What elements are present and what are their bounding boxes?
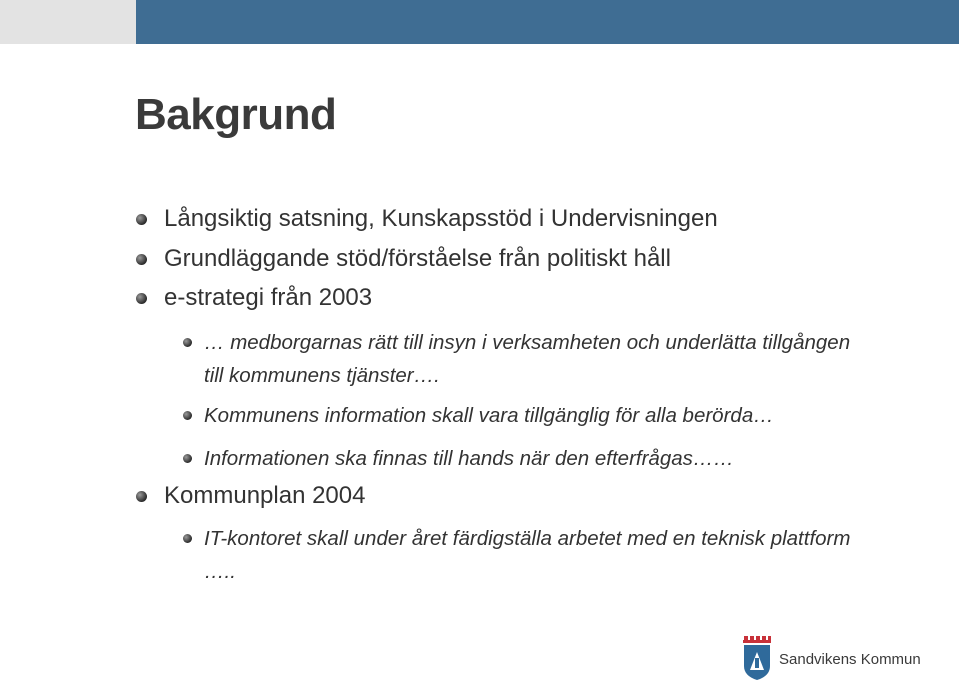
header-bar-accent bbox=[136, 0, 959, 44]
sub-bullet-text: Kommunens information skall vara tillgänglig för alla berörda… bbox=[204, 404, 774, 427]
bullet-dot-icon bbox=[136, 491, 147, 502]
sandviken-logo bbox=[742, 636, 932, 680]
bullet-dot-icon bbox=[183, 338, 192, 347]
bullet-dot-icon bbox=[183, 411, 192, 420]
sub-bullet-text: … medborgarnas rätt till insyn i verksamheten och underlätta tillgången till kommunens tjänster…. bbox=[204, 331, 851, 387]
bullet-dot-icon bbox=[136, 293, 147, 304]
bullet-dot-icon bbox=[183, 534, 192, 543]
header-bar-left bbox=[0, 0, 136, 44]
logo-text: Sandvikens Kommun bbox=[779, 651, 921, 668]
coat-of-arms-icon bbox=[742, 636, 772, 680]
bullet-dot-icon bbox=[136, 254, 147, 265]
bullet-dot-icon bbox=[183, 454, 192, 463]
bullet-text: Kommunplan 2004 bbox=[164, 482, 366, 509]
slide-title: Bakgrund bbox=[135, 90, 337, 139]
sub-bullet-text: Informationen ska finnas till hands när den efterfrågas…… bbox=[204, 447, 734, 470]
bullet-dot-icon bbox=[136, 214, 147, 225]
sub-bullet-text: IT-kontoret skall under året färdigställa arbetet med en teknisk plattform ….. bbox=[204, 527, 851, 583]
bullet-text: Långsiktig satsning, Kunskapsstöd i Undervisningen bbox=[164, 205, 718, 232]
bullet-text: e-strategi från 2003 bbox=[164, 284, 373, 311]
bullet-text: Grundläggande stöd/förståelse från politiskt håll bbox=[164, 245, 671, 272]
